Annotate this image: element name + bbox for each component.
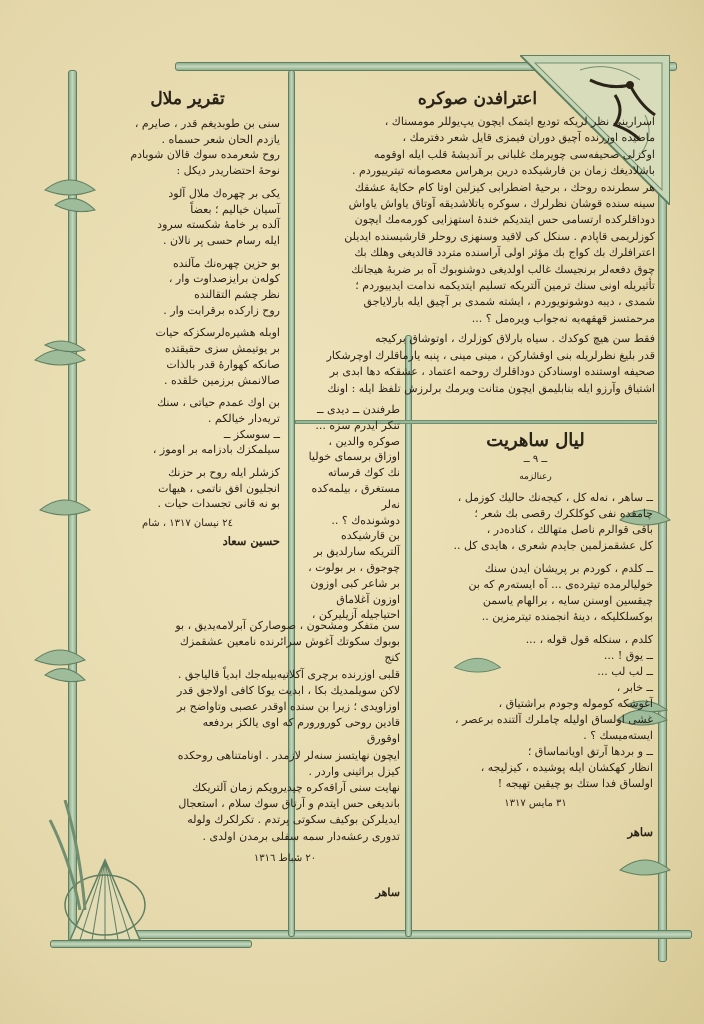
poem-line (95, 458, 280, 465)
lower-right-title: لیال ساهریت (486, 430, 585, 451)
poem-line: چامقده نفی کوکلکرك رقصی بك شعر ؛ (474, 506, 653, 520)
prose-line: ایچون نهایتسز سنه‌لر لازمدر . اونامتناهی روحکده (177, 748, 400, 762)
bamboo-leaf-icon (30, 330, 90, 390)
right-article-signature: ساهر (375, 886, 400, 900)
prose-line: ایدیلرکن بوکیف سکوتی پرتدم . تکرلکرك ولوله (187, 813, 400, 827)
poem-line: روح زارکده برقرابت وار . (163, 303, 280, 317)
poem-line: بوکسلکلیکه ، دینهٔ انجمنده تیترمزین .. (481, 609, 653, 623)
poem-line (95, 249, 280, 256)
poem-line: خولیالرمده تیترده‌ی ... آه ایسته‌رم که بن (468, 577, 653, 591)
poem-line: انظار کهکشان ایله پوشیده ، کیزلیجه ، (480, 760, 653, 774)
continuation-prose-body (170, 618, 400, 845)
left-poem-signature: حسین سعاد (222, 533, 280, 548)
left-poem-body (95, 116, 280, 512)
prose-line: کیزل براثینی واردر . (308, 764, 400, 778)
prose-line: اوزاویدی ؛ زیرا بن سنده اوقدر عصبی وتاواضح بر (177, 700, 400, 714)
poem-line: چوجوق ، بر بولوت ، (308, 560, 400, 574)
prose-line: فقط سن هیچ کوکدك . سیاه بارلاق کوزلرك ، اوتوشاق برکیجه (375, 332, 655, 346)
poem-line: ــ و بردها آرتق اویانماساق ؛ (527, 744, 653, 758)
poem-line: آلتریکه سارلدیق بر (313, 545, 400, 559)
poem-line: انجلیون افق ناتمی ، هیهات (158, 481, 280, 495)
poem-line: ایسته‌میسك ؟ . (583, 728, 653, 742)
right-article-body-2 (300, 331, 655, 397)
poem-line: تریه‌دار خیالکم . (207, 411, 280, 425)
lower-right-subtitle: رعنالزمه (519, 471, 552, 482)
bamboo-leaf-icon (40, 160, 100, 220)
prose-line: قدر بلیغ نظرلریله بنی اوقشارکن ، مینی مینی ، پنبه یارماقلرك اوچرشکار (326, 348, 655, 362)
lower-right-date: ۳۱ مایس ۱۳۱۷ (504, 797, 567, 809)
left-poem-title: تقریر ملال (150, 89, 225, 109)
lower-right-body (418, 490, 653, 792)
poem-line: بن اوك عمدم حیاتی ، سنك (157, 396, 280, 410)
lower-right-poem (418, 430, 653, 841)
poem-line: صوکره والدین ، (328, 434, 400, 448)
bamboo-leaf-icon (615, 840, 675, 900)
prose-line: کوزلریمی قاپادم . سنکل کی لاقید وسنهزی روحلر قارشیسنده ایدیلن (344, 229, 655, 243)
bamboo-leaf-icon (35, 480, 95, 540)
poem-line: روح شعرمده سوك قالان شوبادم (130, 148, 280, 162)
prose-line: ماضیده اوزرنده آچیق دوران فیمزی قایل شعر دفترمك ، (402, 131, 655, 145)
right-article-body (300, 114, 655, 327)
lower-right-signature: ساهر (627, 825, 653, 840)
left-poem-column (95, 88, 280, 550)
poem-line: بر شاعر کبی اوزون (310, 576, 400, 590)
poem-line: مستغرق ، بیلمه‌کده نه‌لر (311, 481, 400, 511)
poem-line (95, 318, 280, 325)
poem-line: باقی قوالرم ناصل متهالك ، کناده‌در ، (486, 522, 653, 536)
prose-line: شمدی ، دیبه دوشونویوردم ، ایشته شمدی بر آچیق ایله بارلایاجق (363, 295, 655, 309)
prose-line: اوکزلی صحیفه‌سی چویرمك غلبانی بر آندیشهٔ قلب ایله اوقومه (373, 147, 655, 161)
prose-line: باشلادیغك زمان بن فارشیکده درین برهراس معصومانه تیترییوردم . (352, 164, 655, 178)
poem-line: دوشونده‌ك ؟ .. (331, 513, 400, 527)
poem-line: بر یوتیمش سزی حقیقتده (164, 342, 280, 356)
poem-line: ــ لب لب ... (597, 664, 653, 678)
poem-line: طرفندن ــ دیدی ــ (317, 403, 400, 416)
prose-line: قادین روحی کورورورم که اوی یالکز بردفعه اوقورق (202, 716, 400, 746)
prose-line: تدوری رعشه‌دار سمه سفلی برمدن اولدی . (202, 829, 400, 843)
poem-line (418, 554, 653, 561)
prose-line: اعترافلرك بك کواج بك مؤثر اولی آراسنده متردد قالدیغی وهلك بك (354, 246, 655, 260)
poem-line (95, 179, 280, 186)
middle-poem-body (298, 402, 400, 623)
prose-line: اشتیاق وآرزو ایله بنابلیمق ایچون متانت ویرمك برلرزش تلفظ ایله : اونك (327, 381, 655, 395)
poem-line: ــ کلدم ، کوردم بر پریشان ایدن سنك (484, 561, 653, 575)
poem-line: سیلمکزك بادزامه بر اوموز ، (152, 443, 280, 457)
poem-line: بن قارشیکده (340, 529, 400, 543)
prose-line: تأثیریله اونی سنك ترمین آلتریکه تسلیم ایتدیکمه ندامت ایدییوردم ؛ (355, 279, 655, 293)
poem-line: چیقسین اوسنن سایه ، برالهام یاسمن (482, 593, 653, 607)
poem-line: کزشلر ایله روح بر حزنك (168, 466, 280, 480)
prose-line: بوبوك سکوتك آغوش سرائرنده نامعین عشقمزك کنج (179, 635, 400, 665)
right-article (300, 88, 655, 397)
poem-line: صالانمش برزمین خلقده . (164, 373, 280, 387)
prose-line: نهایت سنی آراقه‌کره چیدیرویکم زمان آلتریکك (192, 781, 400, 795)
poem-line: ــ سوسکز ــ (223, 427, 280, 441)
poem-line: ــ خابر ، (616, 680, 653, 694)
middle-divider (405, 335, 412, 937)
poem-line: ــ یوق ! ... (603, 648, 653, 662)
poem-line: آسیان خیالیم ؛ بعضاً (190, 202, 280, 216)
poem-line: نك کوك قرساته (327, 466, 400, 480)
poem-line: کل عشقمزلمین جایدم شعری ، هایدی کل .. (453, 538, 653, 552)
poem-line: یکی بر چهره‌ك ملال آلود (168, 186, 280, 200)
prose-line: سن متفکر ومشحون ، صوصارکن آبرلامه‌یدیق ، بو (175, 619, 400, 632)
prose-line: باندیغی حس ایتدم و آرتاق سوك سلام ، استعجال (178, 797, 400, 811)
poem-line: اوبله هشیره‌لرسکزکه حیات (155, 326, 280, 340)
poem-line: کلدم ، سنکله قول قوله ، ... (525, 632, 653, 646)
poem-line: آلده بر خامهٔ شکسته سرود (157, 218, 280, 232)
poem-line: اولساق فدا ستك بو چیقین تهیجه ! (497, 776, 653, 790)
left-poem-date: ۲٤ نیسان ۱۳۱۷ ، شام (142, 518, 233, 530)
poem-line: غشی اولساق اولیله چاملرك آلتنده برعصر ، (455, 712, 653, 726)
prose-line: قلبی اوزرنده برچری آکلاتیه‌بیله‌جك ابدیاً قالیاجق . (177, 667, 400, 681)
poem-line: سنی بن طوبدیغم قدر ، صایرم ، (134, 117, 280, 130)
bamboo-leaf-icon (30, 630, 90, 690)
poem-line: آغوشکه کوموله وجودم براشتیاق ، (498, 696, 653, 710)
middle-poem-column (298, 402, 400, 623)
poem-line: ــ ساهر ، نه‌له کل ، کیجه‌نك حالیك کوزمل ، (457, 490, 653, 504)
continuation-date: ۲۰ شباط ۱۳۱٦ (253, 852, 317, 864)
poem-line: یازدم الحان شعر حسماه . (161, 132, 280, 146)
poem-line (418, 625, 653, 632)
prose-line: صحیفه اوستنده اوسنادکن دوداقلرك روحمه اعتماد ، عشقکه دها ابدی بر (329, 365, 655, 379)
prose-line: اسرارینی نظر لریکه تودیع ایتمک ایچون یپ‌یوللر مومسناك ، (384, 115, 655, 128)
prose-line: دوداقلرکده ارتسامی حس ایتدیکم خندهٔ استهزایی کورمه‌مك ایچون (354, 213, 655, 227)
fan-ornament-icon (40, 800, 170, 950)
prose-line: لاکن سویلمدیك بکا ، ابدیت یوکا کافی اولاجق قدر (176, 683, 400, 697)
right-article-title: اعترافدن صوکره (417, 89, 538, 109)
poem-line: بو نه قانی تجسدات حیات . (157, 497, 280, 511)
poem-line: ایله رسام حسی پر نالان . (162, 233, 280, 247)
poem-line: احتیاجیله آزیلیرکن ، (311, 608, 400, 622)
poem-line: بو حزین چهره‌نك مآلنده (172, 256, 280, 270)
prose-line: هر سطرنده روحك ، برحیهٔ اضطرابی کیزلین اوتا کام حکایهٔ عشقك (354, 180, 655, 194)
poem-line (95, 388, 280, 395)
bottom-bamboo-border (90, 930, 692, 939)
poem-line: تنکر ایدرم سزه ... (315, 418, 400, 432)
poem-line: نظر چشم التقالنده (194, 288, 280, 302)
poem-line: کوله‌ن برایزصداوت وار ، (168, 272, 280, 286)
prose-line: چوق دفعه‌لر بر‌نجیسك غالب اولدیغی دوشنوبوك آه بر ضربهٔ هیجانك (351, 262, 655, 276)
poem-line: اوزاق برسمای خولیا (308, 450, 400, 464)
continuation-prose (170, 618, 400, 901)
poem-line: نوحهٔ احتضاریدر دیکل : (176, 164, 280, 178)
lower-right-number: ــ ۹ ــ (523, 454, 548, 465)
poem-line: اوزون آغلاماق (336, 592, 400, 606)
prose-line: مرحمتسز قهقهه‌یه نه‌جواب ویره‌مل ؟ ... (471, 311, 655, 325)
poem-line: صانکه کهوارهٔ قدر بالذات (166, 357, 280, 371)
prose-line: سینه سنده قوشان نظرلرك ، سوکره یاتلاشدیقه آوتاق یاواش یاواش (348, 197, 655, 211)
